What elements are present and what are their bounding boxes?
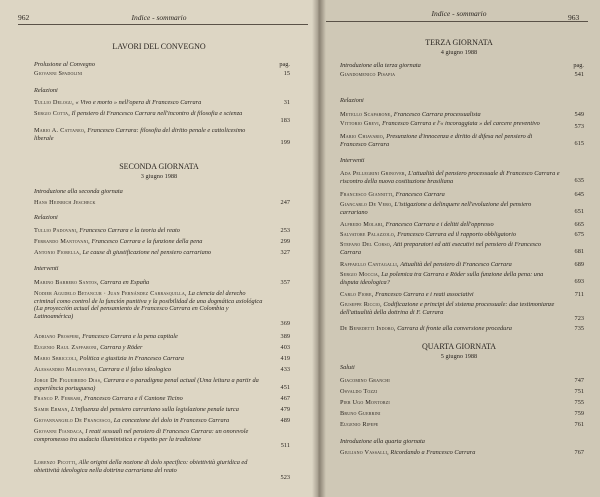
- section-title: TERZA GIORNATA: [425, 38, 493, 47]
- interventi-label: Interventi: [340, 157, 365, 164]
- toc-entry: Sergio Moccia, La polemica tra Carrara e Röder sulla funzione della pena: una disputa ideologica?: [340, 271, 544, 286]
- toc-entry: Eugenio Raul Zaffaroni, Carrara y Röder: [34, 344, 143, 351]
- header-rule: [18, 24, 308, 25]
- entry-page: 711: [574, 291, 584, 298]
- intro-author: Giandomenico Pisapia: [340, 71, 396, 78]
- header-rule: [326, 21, 588, 22]
- entry-page: 759: [574, 410, 584, 417]
- toc-entry: Alfredo Molari, Francesco Carrara e i delitti dell'oppresso: [340, 221, 494, 228]
- entry-page: 651: [574, 208, 584, 215]
- toc-entry: Ada Pellegrini Grinover, L'attualità del pensiero processuale di Francesco Carrara e riscontro della nuova costituzione brasiliana: [340, 170, 560, 185]
- entry-page: 645: [574, 191, 584, 198]
- intro-label: Introduzione alla terza giornata: [340, 62, 421, 69]
- section-title: QUARTA GIORNATA: [421, 342, 496, 351]
- toc-entry: Adriano Prosperi, Francesco Carrara e la pena capitale: [34, 333, 178, 340]
- entry-page: 511: [280, 442, 290, 449]
- entry-page: 615: [574, 140, 584, 147]
- entry-page: 183: [280, 117, 290, 124]
- section-title: SECONDA GIORNATA: [119, 162, 199, 171]
- relazioni-label: Relazioni: [34, 214, 58, 221]
- entry-page: 635: [574, 177, 584, 184]
- intro-author: Giovanni Spadolini: [34, 70, 83, 77]
- relazioni-label: Relazioni: [34, 87, 58, 94]
- toc-entry: Alessandro Malinverni, Carrara e il falso ideologico: [34, 366, 172, 373]
- toc-entry: Ferrando Mantovani, Francesco Carrara e la funzione della pena: [34, 238, 203, 245]
- entry-page: 747: [574, 377, 584, 384]
- page-number: 963: [568, 13, 580, 22]
- entry-page: 665: [574, 221, 584, 228]
- relazioni-label: Relazioni: [340, 97, 364, 104]
- intro-author: Hans Heinrich Jescheck: [34, 199, 96, 206]
- section-date: 5 giugno 1988: [440, 353, 478, 360]
- page-number: 962: [18, 13, 30, 22]
- entry-page: 299: [280, 238, 290, 245]
- intro-label: Introduzione alla quarta giornata: [340, 438, 425, 445]
- entry-page: 479: [280, 406, 290, 413]
- entry-page: 761: [574, 421, 584, 428]
- saluti-author: Pier Ugo Montorzi: [340, 399, 390, 406]
- toc-entry: Carlo Fiore, Francesco Carrara e i reati associativi: [340, 291, 474, 298]
- entry-page: 433: [280, 366, 290, 373]
- toc-entry: Mario A. Cattaneo, Francesco Carrara: filosofia del diritto penale e cattolicesimo liberale: [34, 127, 246, 142]
- interventi-label: Interventi: [34, 265, 59, 272]
- toc-entry: Stefano Del Corso, Atti preparatori ed atti esecutivi nel pensiero di Francesco Carrara: [340, 241, 542, 256]
- entry-page: 369: [280, 320, 290, 327]
- entry-page: 357: [280, 279, 290, 286]
- toc-entry: Tullio Padovani, Francesco Carrara e la teoria del reato: [34, 227, 180, 234]
- book-gutter: [312, 0, 326, 497]
- entry-page: 767: [574, 449, 584, 456]
- section-date: 3 giugno 1988: [140, 173, 178, 180]
- entry-page: 523: [280, 474, 290, 481]
- toc-entry: Francesco Giannitti, Francesco Carrara: [340, 191, 445, 198]
- entry-page: 489: [280, 417, 290, 424]
- toc-entry: Tullio Delogu, « Vivo e morto » nell'opera di Francesco Carrara: [34, 99, 202, 106]
- toc-entry: Giuseppe Riccio, Codificazione e principi del sistema processuale: due testimonianze dell'attualità della dottrina di F. Carrara: [340, 301, 555, 316]
- toc-entry: Nodier Agudelo Betancur · Juan Fernández Carrasquilla, La ciencia del derecho criminal como control de la función punitiva y la posibilidad de una dogmática axiológica (La proyección actual del pensamiento de Francesco Carrara en Colombia y Latinoamérica): [34, 290, 263, 320]
- toc-entry: De Benedetti Indoro, Carrara di fronte alla conversione procedura: [340, 325, 512, 332]
- toc-entry: Sergio Cotta, Il pensiero di Francesco Carrara nell'incontro di filosofia e scienza: [34, 110, 243, 117]
- saluti-author: Osvaldo Tozzi: [340, 388, 378, 395]
- entry-page: 15: [283, 70, 290, 77]
- saluti-author: Eugenio Ripepe: [340, 421, 379, 428]
- running-head: Indice - sommario: [131, 13, 187, 22]
- toc-entry: Jorge De Figueiredo Dias, Carrara e o paradigma penal actual (Uma leitura a partir da experiência portuguesa): [34, 377, 259, 392]
- entry-page: 689: [574, 261, 584, 268]
- saluti-author: Giacomino Granchi: [340, 377, 390, 384]
- entry-page: 751: [574, 388, 584, 395]
- entry-page: 327: [280, 249, 290, 256]
- entry-page: 573: [574, 123, 584, 130]
- entry-page: 419: [280, 355, 290, 362]
- entry-page: 31: [283, 99, 290, 106]
- section-title: LAVORI DEL CONVEGNO: [112, 42, 206, 51]
- intro-label: Introduzione alla seconda giornata: [34, 188, 123, 195]
- toc-entry: Raffaello Cantagalli, Attualità del pensiero di Francesco Carrara: [340, 261, 512, 268]
- entry-page: 675: [574, 231, 584, 238]
- entry-page: 403: [280, 344, 290, 351]
- toc-entry: Franco P. Ferrari, Francesco Carrara e il Cantone Ticino: [34, 395, 183, 402]
- entry-page: 549: [574, 111, 584, 118]
- entry-page: 199: [280, 139, 290, 146]
- entry-page: 247: [280, 199, 290, 206]
- right-page: [318, 0, 600, 497]
- toc-entry: Samir Erman, L'influenza del pensiero carrariano sulla legislazione penale turca: [34, 406, 239, 413]
- entry-page: 253: [280, 227, 290, 234]
- intro-label: Prolusione al Convegno: [34, 61, 95, 68]
- toc-entry: Mario Chiavario, Presunzione d'innocenza e diritto di difesa nel pensiero di Francesco Carrara: [340, 133, 533, 148]
- saluti-author: Bruno Guerrini: [340, 410, 381, 417]
- toc-entry: Mario Sbriccoli, Politica e giustizia in Francesco Carrara: [34, 355, 184, 362]
- entry-page: 541: [574, 71, 584, 78]
- entry-page: 693: [574, 278, 584, 285]
- toc-entry: Giancarlo De Vero, L'istigazione a delinquere nell'evoluzione del pensiero carrariano: [340, 201, 532, 216]
- toc-entry: Lorenzo Picotti, Alle origini della nozione di dolo specifico: obiettività giuridica ed obiettività ideologica nella dottrina carrariana del reato: [34, 459, 248, 474]
- toc-entry: Giovannangelo De Francesco, La concezione del dolo in Francesco Carrara: [34, 417, 230, 424]
- pag-label: pag.: [573, 62, 584, 69]
- toc-entry: Giovanni Fiandaca, I reati sessuali nel pensiero di Francesco Carrara: un onorevole compromesso tra audacia illuministica e rispetto per la tradizione: [34, 428, 249, 443]
- pag-label: pag.: [279, 61, 290, 68]
- entry-page: 451: [280, 384, 290, 391]
- entry-page: 389: [280, 333, 290, 340]
- running-head: Indice - sommario: [431, 9, 487, 18]
- saluti-label: Saluti: [340, 364, 355, 371]
- toc-entry: Giuliano Vassalli, Ricordando a Francesco Carrara: [340, 449, 476, 456]
- toc-entry: Vittorio Grevi, Francesco Carrara e l'« incoraggiata » del carcere preventivo: [340, 120, 540, 127]
- entry-page: 735: [574, 325, 584, 332]
- section-date: 4 giugno 1988: [440, 49, 478, 56]
- toc-entry: Metello Scaparone, Francesco Carrara processualista: [340, 111, 481, 118]
- toc-entry: Marino Barbero Santos, Carrara en España: [34, 279, 150, 286]
- entry-page: 681: [574, 248, 584, 255]
- entry-page: 723: [574, 315, 584, 322]
- toc-entry: Salvatore Palazzolo, Francesco Carrara ed il rapporto obbligatorio: [340, 231, 516, 238]
- entry-page: 755: [574, 399, 584, 406]
- entry-page: 467: [280, 395, 290, 402]
- toc-entry: Antonio Fiorella, Le cause di giustificazione nel pensiero carrariano: [34, 249, 212, 256]
